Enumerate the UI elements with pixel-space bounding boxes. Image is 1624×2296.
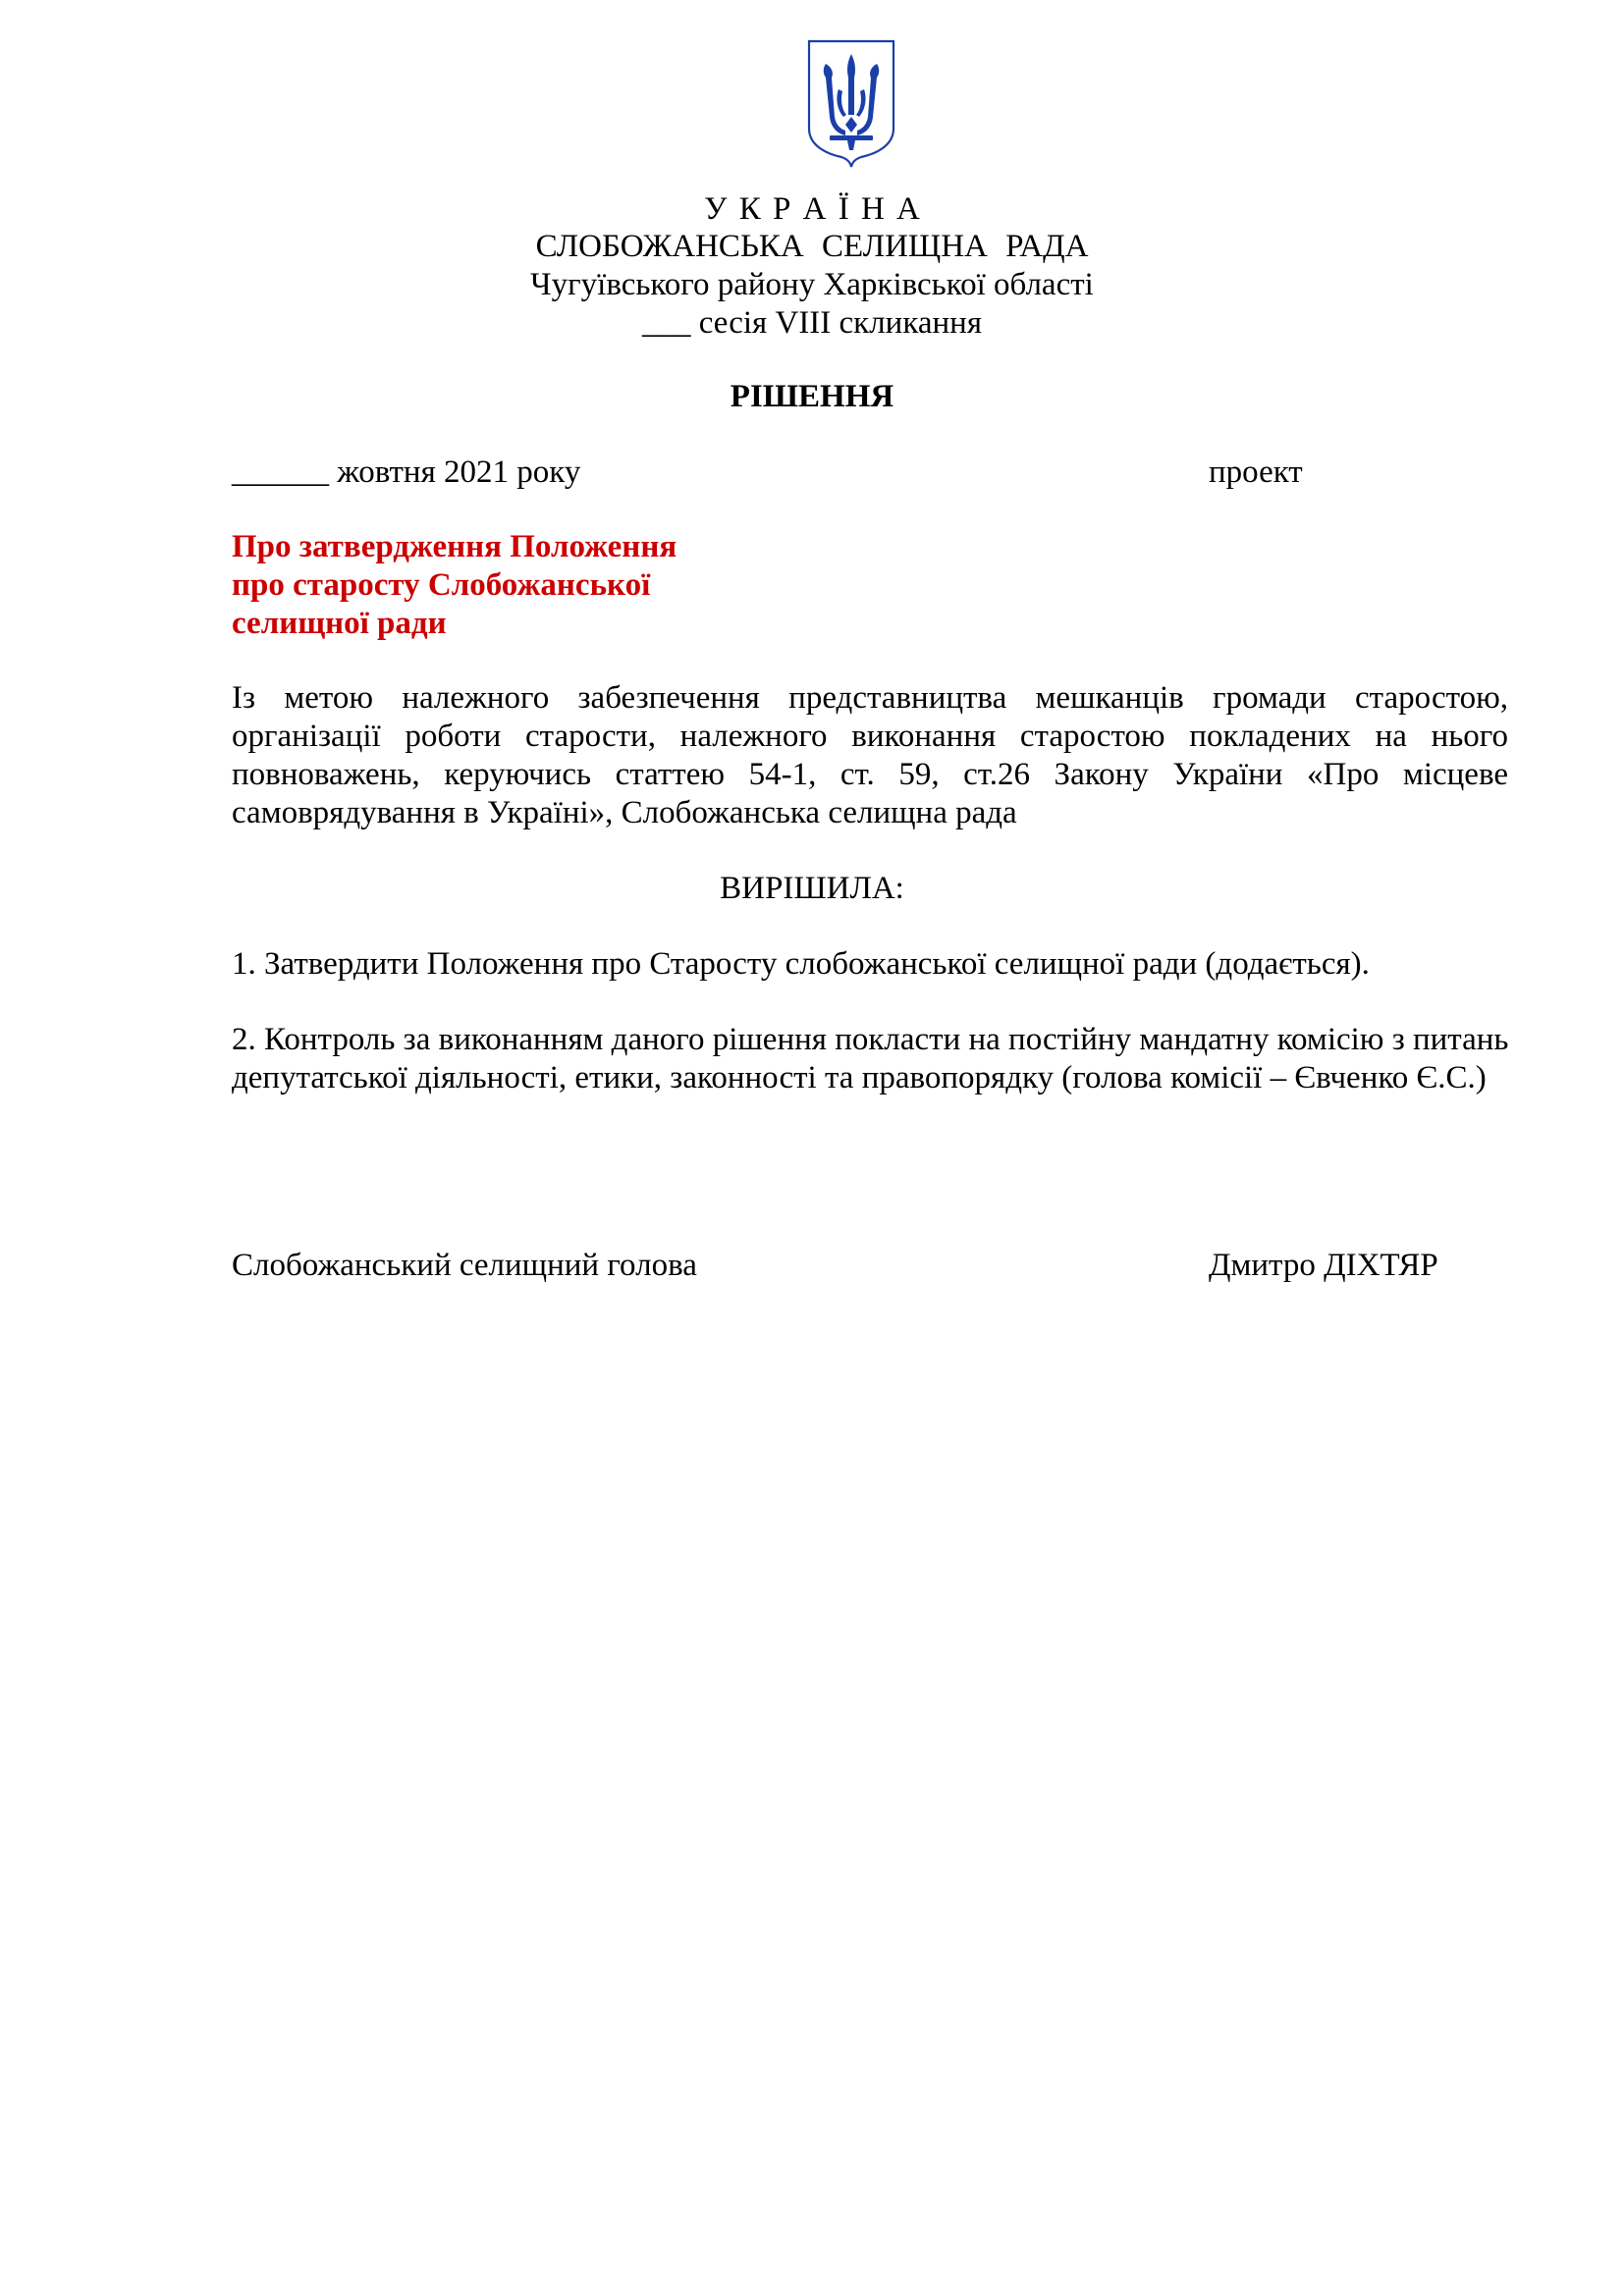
header-session: ___ сесія VIII скликання bbox=[641, 305, 983, 341]
preamble-line: організації роботи старости, належного виконання старостою покладених на нього bbox=[232, 719, 1508, 754]
header-country: У К Р А Ї Н А bbox=[704, 191, 920, 227]
document-title: РІШЕННЯ bbox=[730, 379, 894, 414]
header-district: Чугуївського району Харківської області bbox=[530, 267, 1094, 302]
document-status: проект bbox=[1209, 454, 1303, 490]
meta-row bbox=[232, 454, 1508, 493]
document-date: ______ жовтня 2021 року bbox=[232, 454, 581, 490]
header-council: СЛОБОЖАНСЬКА СЕЛИЩНА РАДА bbox=[535, 229, 1089, 264]
coat-of-arms-icon bbox=[806, 38, 896, 170]
preamble-line: повноважень, керуючись статтею 54-1, ст. 59, ст.26 Закону України «Про місцеве bbox=[232, 757, 1508, 792]
signature-block bbox=[232, 1247, 1508, 1286]
decision-item bbox=[232, 1021, 1528, 1097]
signatory-name: Дмитро ДІХТЯР bbox=[1209, 1248, 1438, 1283]
decision-item bbox=[232, 945, 1528, 984]
preamble-line: самоврядування в Україні», Слобожанська селищна рада bbox=[232, 795, 1017, 830]
preamble-paragraph bbox=[232, 679, 1508, 832]
subject-line: Про затвердження Положення bbox=[232, 529, 677, 564]
decision-item-line: 2. Контроль за виконанням даного рішення покласти на постійну мандатну комісію з питань bbox=[232, 1022, 1509, 1057]
subject-line: селищної ради bbox=[232, 606, 447, 641]
signatory-position: Слобожанський селищний голова bbox=[232, 1248, 697, 1283]
decision-item-line: 1. Затвердити Положення про Старосту слобожанської селищної ради (додається). bbox=[232, 946, 1370, 982]
subject-heading bbox=[232, 528, 782, 643]
subject-line: про старосту Слобожанської bbox=[232, 567, 651, 603]
preamble-line: Із метою належного забезпечення представництва мешканців громади старостою, bbox=[232, 680, 1508, 716]
decision-item-line: депутатської діяльності, етики, законності та правопорядку (голова комісії – Євченко Є.С.) bbox=[232, 1060, 1487, 1095]
decided-heading: ВИРІШИЛА: bbox=[720, 871, 904, 906]
